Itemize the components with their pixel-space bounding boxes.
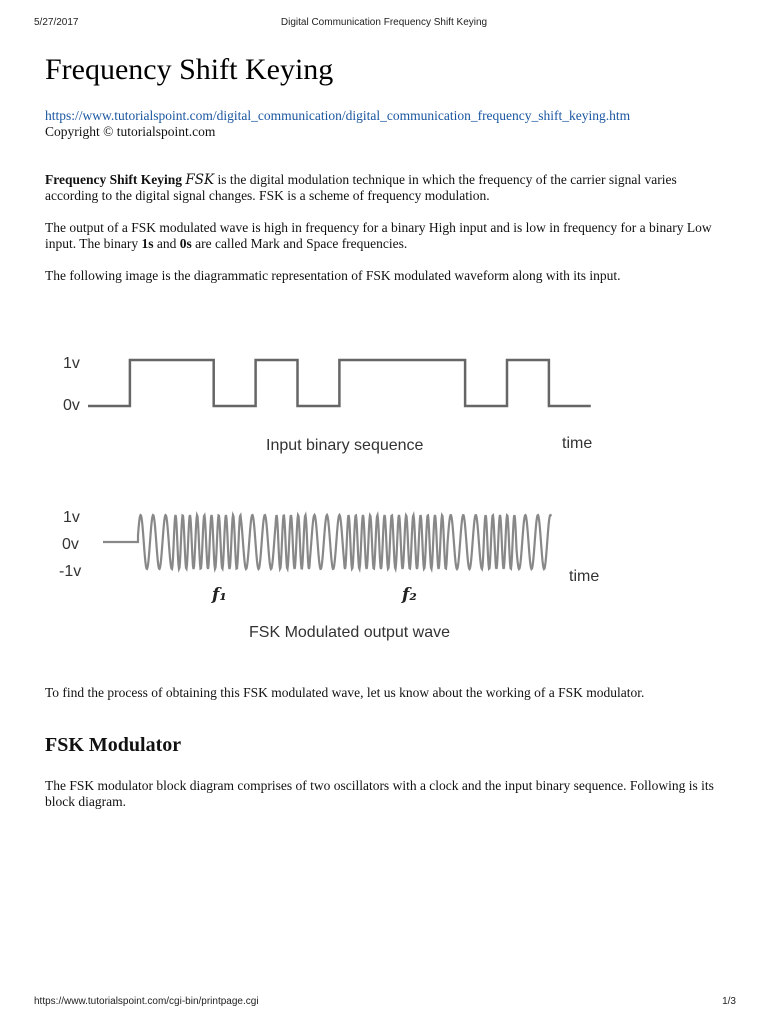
output-paragraph [45,220,727,252]
output-text-1: The output of a FSK modulated wave is high in frequency for a binary High input and is low in frequency for a binary Low input. The binary [45,220,712,251]
process-paragraph: To find the process of obtaining this FSK modulated wave, let us know about the working of a FSK modulator. [45,685,645,700]
output-0v-label: 0v [62,536,79,553]
output-minus1v-label: -1v [59,563,82,580]
source-url-link[interactable]: https://www.tutorialspoint.com/digital_communication/digital_communication_frequency_shift_keying.htm [45,108,631,123]
fsk-output-waveform [103,515,551,569]
input-1v-label: 1v [63,355,80,372]
input-caption: Input binary sequence [266,437,424,454]
fsk-term: Frequency Shift Keying [45,172,183,187]
output-1v-label: 1v [63,509,80,526]
output-text-2: and [153,236,180,251]
intro-text: is the digital modulation technique in which the frequency of the carrier signal varies according to the digital signal changes. FSK is a scheme of frequency modulation. [45,172,677,203]
f2-label: f₂ [402,585,417,605]
input-binary-waveform [88,360,591,406]
output-caption: FSK Modulated output wave [249,624,451,641]
page-title: Frequency Shift Keying [45,53,334,86]
page-number: 1/3 [722,996,736,1007]
print-header-title: Digital Communication Frequency Shift Keying [280,17,488,28]
output-time-label: time [569,568,600,585]
binary-ones-term: 1s [141,236,154,251]
modulator-paragraph: The FSK modulator block diagram comprises of two oscillators with a clock and the input binary sequence. Following is its block diagram. [45,778,714,809]
section-heading-fsk-modulator: FSK Modulator [45,734,182,756]
input-0v-label: 0v [63,397,80,414]
figure-intro-paragraph: The following image is the diagrammatic representation of FSK modulated waveform along with its input. [45,268,621,283]
input-time-label: time [562,435,593,452]
print-date: 5/27/2017 [34,17,79,28]
output-text-3: are called Mark and Space frequencies. [191,236,408,251]
copyright-text: Copyright © tutorialspoint.com [45,124,216,139]
intro-paragraph [45,172,727,204]
fsk-math-symbol: FSK [185,172,215,188]
f1-label: f₁ [212,585,227,605]
fsk-waveform-figure [0,330,768,650]
print-footer-url: https://www.tutorialspoint.com/cgi-bin/printpage.cgi [34,996,259,1007]
binary-zeros-term: 0s [179,236,192,251]
